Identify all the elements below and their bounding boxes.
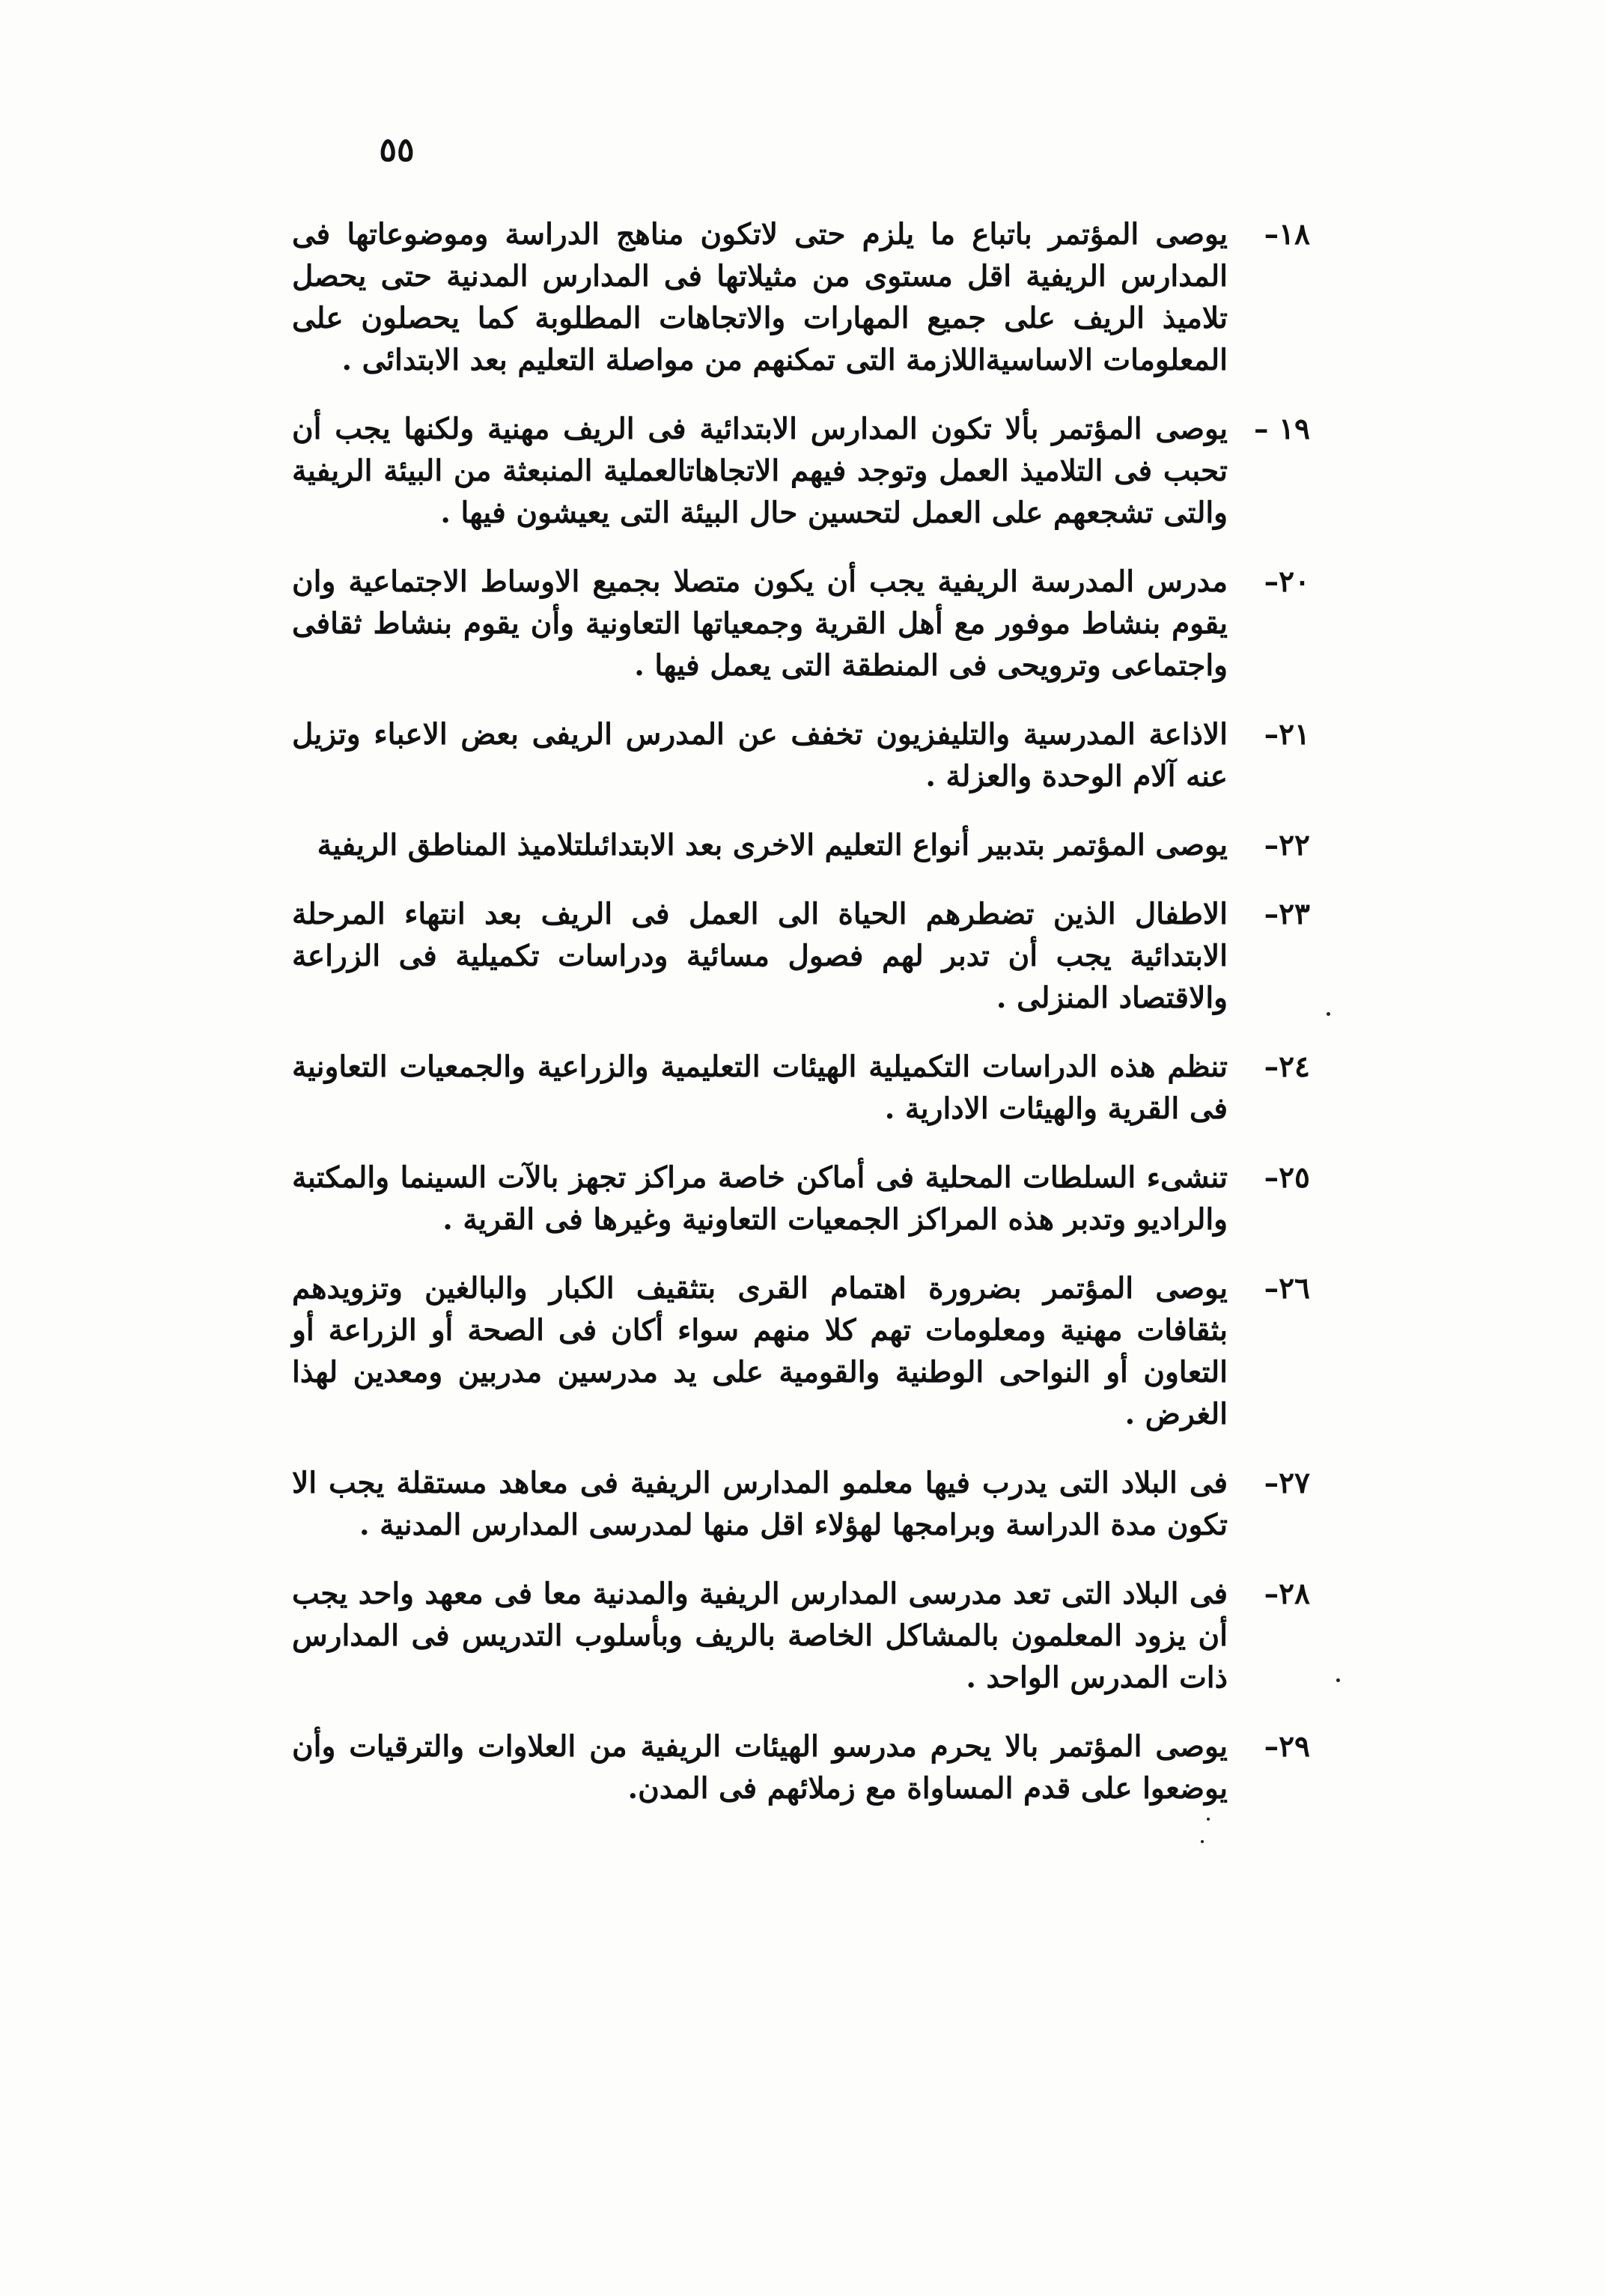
item-text: تنشىء السلطات المحلية فى أماكن خاصة مراكز تجهز بالآت السينما والمكتبة والراديو وتدبر هذه المراكز الجمعيات التعاونية وغيرها فى القرية . xyxy=(292,1160,1228,1237)
page-number: ٥٥ xyxy=(379,131,415,169)
list-item xyxy=(292,1462,1310,1546)
item-number: ٢٣– xyxy=(1264,897,1310,931)
item-text: يوصى المؤتمر بتدبير أنواع التعليم الاخرى بعد الابتدائىلتلاميذ المناطق الريفية xyxy=(317,828,1228,862)
list-item xyxy=(292,713,1310,797)
list-item xyxy=(292,561,1310,686)
list-item xyxy=(292,1046,1310,1130)
item-number: ٢٩– xyxy=(1264,1729,1310,1764)
item-text: الاطفال الذين تضطرهم الحياة الى العمل فى الريف بعد انتهاء المرحلة الابتدائية يجب أن تدبر لهم فصول مسائية ودراسات تكميلية فى الزراعة والاقتصاد المنزلى . xyxy=(292,897,1228,1015)
list-item xyxy=(292,408,1310,534)
item-number: ٢٧– xyxy=(1264,1466,1310,1500)
item-number: ٢٨– xyxy=(1264,1577,1310,1611)
item-number: ٢٠– xyxy=(1264,564,1310,599)
scan-speck xyxy=(1327,1012,1330,1016)
item-text: يوصى المؤتمر بضرورة اهتمام القرى بتثقيف الكبار والبالغين وتزويدهم بثقافات مهنية ومعلومات تهم كلا منهم سواء أكان فى الصحة أو الزراعة أو التعاون أو النواحى الوطنية والقومية على يد مدرسين مدربين ومعدين لهذا الغرض . xyxy=(292,1271,1228,1431)
list-item xyxy=(292,1573,1310,1699)
item-text: مدرس المدرسة الريفية يجب أن يكون متصلا بجميع الاوساط الاجتماعية وان يقوم بنشاط موفور مع أهل القرية وجمعياتها التعاونية وأن يقوم بنشاط ثقافى واجتماعى وترويحى فى المنطقة التى يعمل فيها . xyxy=(292,564,1228,683)
item-number: ٢٢– xyxy=(1264,828,1310,862)
item-number: ١٨– xyxy=(1264,217,1310,252)
item-number: ٢٤– xyxy=(1264,1050,1310,1084)
item-text: يوصى المؤتمر بالا يحرم مدرسو الهيئات الريفية من العلاوات والترقيات وأن يوضعوا على قدم المساواة مع زملائهم فى المدن. xyxy=(292,1729,1228,1806)
scan-speck xyxy=(1207,1818,1210,1821)
list-item xyxy=(292,1267,1310,1435)
item-number: ٢٥– xyxy=(1264,1160,1310,1195)
recommendations-list xyxy=(292,213,1310,1809)
item-text: فى البلاد التى يدرب فيها معلمو المدارس الريفية فى معاهد مستقلة يجب الا تكون مدة الدراسة وبرامجها لهؤلاء اقل منها لمدرسى المدارس المدنية . xyxy=(292,1466,1228,1542)
list-item xyxy=(292,213,1310,381)
scan-speck xyxy=(1336,1678,1340,1682)
item-number: ٢١– xyxy=(1264,717,1310,752)
item-text: فى البلاد التى تعد مدرسى المدارس الريفية والمدنية معا فى معهد واحد يجب أن يزود المعلمون بالمشاكل الخاصة بالريف وبأسلوب التدريس فى المدارس ذات المدرس الواحد . xyxy=(292,1577,1228,1695)
list-item xyxy=(292,1726,1310,1809)
scan-speck xyxy=(1201,1840,1204,1843)
item-text: يوصى المؤتمر باتباع ما يلزم حتى لاتكون مناهج الدراسة وموضوعاتها فى المدارس الريفية اقل مستوى من مثيلاتها فى المدارس المدنية حتى يحصل تلاميذ الريف على جميع المهارات والاتجاهات المطلوبة كما يحصلون على المعلومات الاساسيةاللازمة التى تمكنهم من مواصلة التعليم بعد الابتدائى . xyxy=(292,217,1228,377)
item-text: الاذاعة المدرسية والتليفزيون تخفف عن المدرس الريفى بعض الاعباء وتزيل عنه آلام الوحدة والعزلة . xyxy=(292,717,1228,794)
item-number: ١٩ – xyxy=(1254,412,1310,446)
list-item xyxy=(292,1157,1310,1240)
list-item xyxy=(292,824,1310,866)
item-text: يوصى المؤتمر بألا تكون المدارس الابتدائية فى الريف مهنية ولكنها يجب أن تحبب فى التلاميذ العمل وتوجد فيهم الاتجاهاتالعملية المنبعثة من البيئة الريفية والتى تشجعهم على العمل لتحسين حال البيئة التى يعيشون فيها . xyxy=(292,412,1228,530)
item-number: ٢٦– xyxy=(1264,1271,1310,1306)
item-text: تنظم هذه الدراسات التكميلية الهيئات التعليمية والزراعية والجمعيات التعاونية فى القرية والهيئات الادارية . xyxy=(292,1050,1228,1126)
list-item xyxy=(292,893,1310,1019)
